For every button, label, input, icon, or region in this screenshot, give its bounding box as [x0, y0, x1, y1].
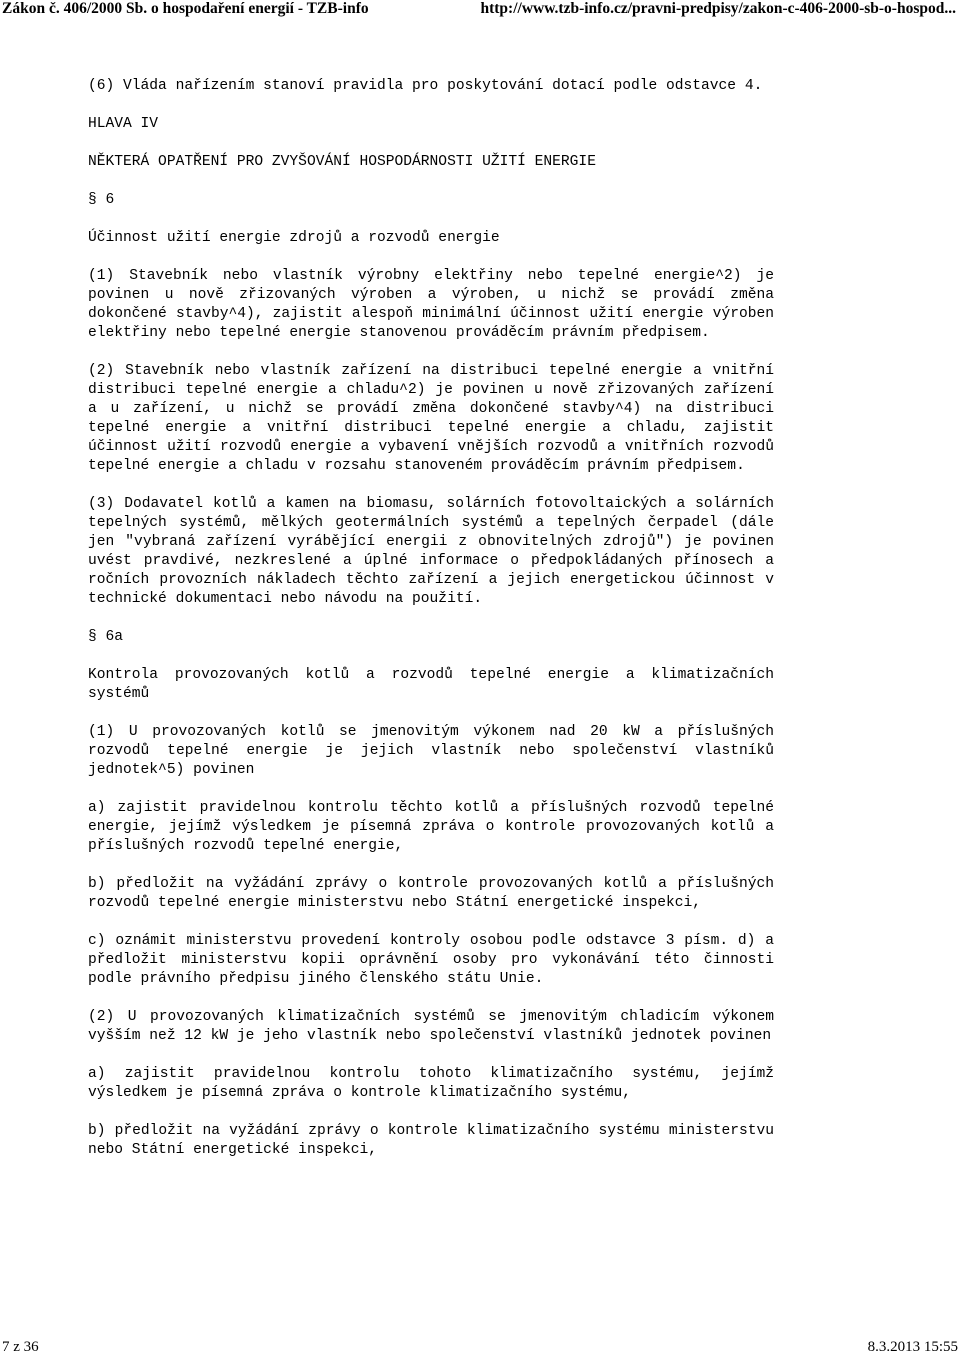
- section-6a-paragraph-1: (1) U provozovaných kotlů se jmenovitým výkonem nad 20 kW a příslušných rozvodů tepelné energie je jejich vlastník nebo společenství vlastníků jednotek^5) povinen: [88, 724, 774, 778]
- heading-hlava: HLAVA IV: [88, 116, 159, 132]
- section-6-paragraph-3: (3) Dodavatel kotlů a kamen na biomasu, solárních fotovoltaických a solárních tepelných systémů, mělkých geotermálních systémů a tepelných čerpadel (dále jen "vybraná zařízení vyrábějící energii z obnovitelných zdrojů") je povinen uvést pravdivé, nezkreslené a úplné informace o předpokládaných přínosech a ročních provozních nákladech těchto zařízení a jejich energetickou účinnost v technické dokumentaci nebo návodu na použití.: [88, 496, 774, 607]
- page-counter: 7 z 36: [2, 1339, 39, 1355]
- section-6-title: Účinnost užití energie zdrojů a rozvodů energie: [88, 230, 500, 246]
- page-footer: [0, 1339, 960, 1357]
- section-6a-paragraph-2: (2) U provozovaných klimatizačních systémů se jmenovitým chladicím výkonem vyšším než 12 kW je jeho vlastník nebo společenství vlastníků jednotek povinen: [88, 1009, 774, 1044]
- list-item-2b: b) předložit na vyžádání zprávy o kontrole klimatizačního systému ministerstvu nebo Státní energetické inspekci,: [88, 1123, 774, 1158]
- section-6a-number: § 6a: [88, 629, 124, 645]
- heading-chapter-title: NĚKTERÁ OPATŘENÍ PRO ZVYŠOVÁNÍ HOSPODÁRNOSTI UŽITÍ ENERGIE: [88, 154, 596, 170]
- paragraph-dotace: (6) Vláda nařízením stanoví pravidla pro poskytování dotací podle odstavce 4.: [88, 78, 763, 94]
- section-6-paragraph-1: (1) Stavebník nebo vlastník výrobny elektřiny nebo tepelné energie^2) je povinen u nově zřizovaných výroben a výroben, u nichž se provádí změna dokončené stavby^4), zajistit alespoň minimální účinnost užití energie výroben elektřiny nebo tepelné energie stanovenou prováděcím právním předpisem.: [88, 268, 774, 341]
- list-item-1a: a) zajistit pravidelnou kontrolu těchto kotlů a příslušných rozvodů tepelné energie, jejímž výsledkem je písemná zpráva o kontrole provozovaných kotlů a příslušných rozvodů tepelné energie,: [88, 800, 774, 854]
- print-datetime: 8.3.2013 15:55: [867, 1339, 958, 1355]
- document-url: http://www.tzb-info.cz/pravni-predpisy/zakon-c-406-2000-sb-o-hospod...: [480, 0, 956, 17]
- document-title: Zákon č. 406/2000 Sb. o hospodaření energií - TZB-info: [2, 0, 369, 17]
- section-6-paragraph-2: (2) Stavebník nebo vlastník zařízení na distribuci tepelné energie a vnitřní distribuci tepelné energie a chladu^2) je povinen u nově zřizovaných zařízení a u zařízení, u nichž se provádí změna dokončené stavby^4) na distribuci tepelné energie a vnitřní distribuci tepelné energie a chladu, zajistit účinnost užití rozvodů energie a vybavení vnějších rozvodů a vnitřních rozvodů tepelné energie a chladu v rozsahu stanoveném prováděcím právním předpisem.: [88, 363, 774, 474]
- section-6-number: § 6: [88, 192, 115, 208]
- section-6a-title: Kontrola provozovaných kotlů a rozvodů tepelné energie a klimatizačních systémů: [88, 667, 774, 702]
- list-item-1b: b) předložit na vyžádání zprávy o kontrole provozovaných kotlů a příslušných rozvodů tepelné energie ministerstvu nebo Státní energetické inspekci,: [88, 876, 774, 911]
- page-header: [0, 0, 960, 20]
- list-item-2a: a) zajistit pravidelnou kontrolu tohoto klimatizačního systému, jejímž výsledkem je písemná zpráva o kontrole klimatizačního systému,: [88, 1066, 774, 1101]
- document-body: [88, 77, 774, 1160]
- list-item-1c: c) oznámit ministerstvu provedení kontroly osobou podle odstavce 3 písm. d) a předložit ministerstvu kopii oprávnění osoby pro vykonávání této činnosti podle právního předpisu jiného členského státu Unie.: [88, 933, 774, 987]
